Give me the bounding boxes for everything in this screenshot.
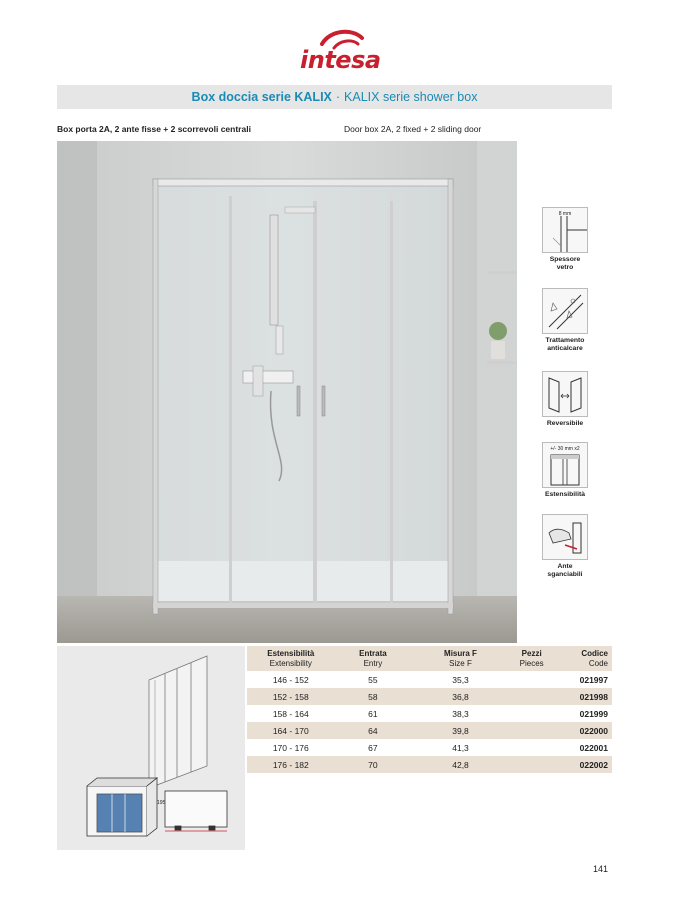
cell-extensibility: 164 - 170 — [247, 722, 335, 739]
cell-pieces — [510, 688, 554, 705]
header-code: Codice Code — [554, 646, 612, 671]
table-row — [247, 739, 612, 756]
cell-code: 022001 — [579, 742, 608, 753]
cell-pieces — [510, 739, 554, 756]
cell-size: 39,8 — [411, 722, 510, 739]
feature-extensibility — [520, 442, 610, 499]
extensibility-icon — [542, 442, 588, 488]
cell-entry: 67 — [368, 742, 378, 753]
brand-logo — [292, 28, 402, 78]
cell-extensibility: 170 - 176 — [272, 742, 309, 753]
feature-label: Spessore vetro — [549, 256, 581, 272]
header-size: Misura F Size F — [411, 646, 510, 671]
technical-drawing — [57, 646, 245, 850]
cell-entry: 58 — [335, 688, 412, 705]
cell-extensibility: 158 - 164 — [272, 708, 309, 719]
title-english: KALIX serie shower box — [344, 90, 478, 104]
cell-size: 41,3 — [452, 742, 469, 753]
table-row — [247, 671, 612, 688]
feature-label: Trattamento anticalcare — [545, 337, 585, 353]
feature-reversible — [520, 371, 610, 428]
feature-label: Reversibile — [546, 420, 584, 427]
header-pieces: Pezzi Pieces — [510, 646, 554, 671]
extensibility-value: +/- 30 mm x2 — [550, 446, 580, 452]
feature-anti-limescale — [520, 288, 610, 353]
subtitle-italian: Box porta 2A, 2 ante fisse + 2 scorrevoli centrali — [57, 124, 251, 134]
brand-name: intesa — [300, 46, 381, 74]
cell-code: 021998 — [554, 688, 612, 705]
cell-code: 021997 — [579, 674, 608, 685]
table-row — [247, 705, 612, 722]
cell-size: 35,3 — [452, 674, 469, 685]
removable-doors-icon — [542, 514, 588, 560]
drawing-height-label: 195 — [157, 800, 166, 806]
glass-thickness-value: 8 mm — [558, 211, 572, 217]
table-header-row — [247, 646, 612, 671]
cell-code: 021999 — [579, 708, 608, 719]
header-extensibility: Estensibilità Extensibility — [247, 646, 335, 671]
feature-removable-doors — [520, 514, 610, 579]
page-number: 141 — [593, 864, 609, 874]
table-row — [247, 722, 612, 739]
page-title — [57, 85, 612, 109]
cell-pieces — [510, 756, 554, 773]
cell-pieces — [510, 671, 554, 688]
cell-entry: 70 — [335, 756, 412, 773]
table-row — [247, 756, 612, 773]
cell-size: 38,3 — [452, 708, 469, 719]
cell-pieces — [510, 705, 554, 722]
anti-limescale-icon — [542, 288, 588, 334]
cell-code: 022002 — [554, 756, 612, 773]
specifications-table — [247, 646, 612, 773]
cell-pieces — [510, 722, 554, 739]
cell-extensibility: 146 - 152 — [272, 674, 309, 685]
reversible-icon — [542, 371, 588, 417]
title-italian: Box doccia serie KALIX — [191, 90, 332, 104]
cell-code: 022000 — [554, 722, 612, 739]
cell-size: 36,8 — [411, 688, 510, 705]
cell-extensibility: 176 - 182 — [247, 756, 335, 773]
cell-size: 42,8 — [411, 756, 510, 773]
product-photo — [57, 141, 517, 643]
cell-entry: 64 — [335, 722, 412, 739]
title-separator: · — [335, 90, 341, 104]
feature-label: Estensibilità — [544, 491, 586, 498]
cell-entry: 55 — [368, 674, 378, 685]
cell-entry: 61 — [368, 708, 378, 719]
table-row — [247, 688, 612, 705]
header-entry: Entrata Entry — [335, 646, 412, 671]
feature-label: Ante sganciabili — [547, 563, 583, 579]
glass-thickness-icon — [542, 207, 588, 253]
subtitle-english: Door box 2A, 2 fixed + 2 sliding door — [344, 124, 482, 134]
cell-extensibility: 152 - 158 — [247, 688, 335, 705]
feature-glass-thickness — [520, 207, 610, 272]
